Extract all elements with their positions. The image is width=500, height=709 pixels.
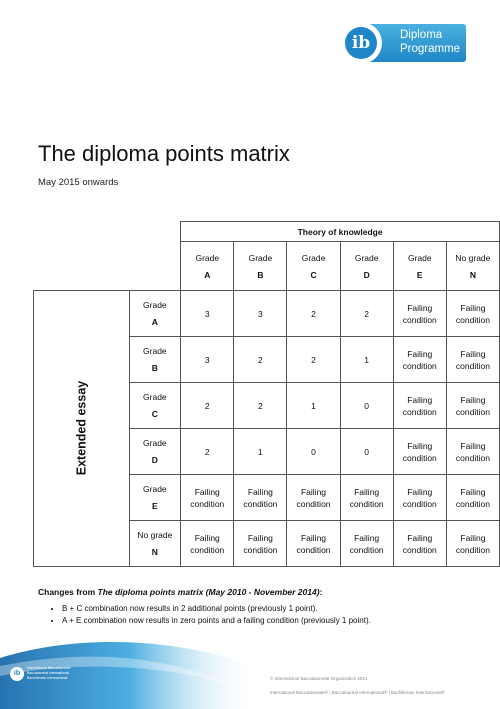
ee-grade-header: [129, 337, 181, 383]
tok-grade-header: [287, 242, 340, 291]
cell-text: Failing: [407, 486, 433, 497]
matrix-cell: [340, 521, 393, 567]
cell-text: 2: [311, 354, 316, 365]
cell-text: Failing: [354, 486, 380, 497]
grade-letter: E: [416, 269, 423, 280]
grade-letter: A: [204, 269, 211, 280]
cell-text: 2: [364, 308, 369, 319]
cell-text: 1: [258, 446, 263, 457]
footer-logo-line: International Baccalaureate: [27, 666, 71, 670]
matrix-cell: [287, 291, 340, 337]
matrix-cell: [340, 291, 393, 337]
cell-text: condition: [402, 360, 437, 371]
matrix-cell: [234, 521, 287, 567]
matrix-cell: [181, 429, 234, 475]
cell-text: 2: [204, 400, 210, 411]
grade-letter: D: [363, 269, 370, 280]
matrix-cell: [393, 383, 446, 429]
cell-text: condition: [349, 544, 384, 555]
blank-cell: [129, 242, 181, 291]
tok-grade-header: [181, 242, 234, 291]
tok-grade-header: [234, 242, 287, 291]
cell-text: Failing: [354, 532, 380, 543]
grade-label: No grade: [455, 252, 491, 263]
cell-text: Failing: [460, 394, 486, 405]
cell-text: condition: [190, 498, 225, 509]
matrix-cell: [340, 429, 393, 475]
matrix-cell: [287, 521, 340, 567]
matrix-cell: [393, 337, 446, 383]
footer-org-names: International Baccalaureate® | Baccalauréat International® | Bachillerato Internacional®: [270, 690, 445, 695]
cell-text: 1: [364, 354, 369, 365]
table-row: [34, 291, 500, 337]
matrix-cell: [393, 429, 446, 475]
grade-label: Grade: [354, 252, 379, 263]
footer-wave-graphic: [0, 628, 500, 709]
cell-text: 0: [311, 446, 316, 457]
points-matrix-table: [33, 221, 500, 567]
cell-text: 0: [364, 446, 369, 457]
cell-text: condition: [349, 498, 384, 509]
matrix-cell: [340, 337, 393, 383]
cell-text: 0: [364, 400, 369, 411]
cell-text: Failing: [460, 440, 486, 451]
tok-grade-header: [340, 242, 393, 291]
grade-label: No grade: [137, 530, 173, 540]
cell-text: Failing: [247, 486, 273, 497]
matrix-cell: [287, 383, 340, 429]
cell-text: condition: [243, 544, 278, 555]
ib-diploma-logo: [340, 22, 468, 70]
matrix-cell: [287, 475, 340, 521]
cell-text: condition: [402, 314, 437, 325]
cell-text: condition: [243, 498, 278, 509]
tok-header: Theory of knowledge: [181, 222, 500, 242]
cell-text: Failing: [407, 532, 433, 543]
matrix-cell: [234, 291, 287, 337]
grade-label: Grade: [143, 438, 167, 448]
matrix-cell: [234, 383, 287, 429]
cell-text: Failing: [300, 486, 327, 497]
cell-text: condition: [455, 498, 490, 509]
cell-text: condition: [402, 406, 437, 417]
matrix-cell: [446, 475, 499, 521]
cell-text: Failing: [407, 348, 433, 359]
grade-label: Grade: [301, 252, 326, 263]
cell-text: Failing: [247, 532, 273, 543]
grade-letter: B: [257, 269, 264, 280]
footer-logo-line: Baccalauréat International: [27, 671, 69, 675]
cell-text: Failing: [407, 394, 433, 405]
changes-item: • A + E combination now results in zero points and a failing condition (previously 1 point).: [62, 615, 371, 627]
logo-text: [400, 28, 460, 56]
ee-grade-header: [129, 521, 181, 567]
footer-logo-text: [27, 666, 71, 681]
cell-text: 1: [311, 400, 316, 411]
grade-letter: C: [310, 269, 317, 280]
grade-letter: N: [469, 269, 476, 280]
grade-letter: D: [151, 455, 158, 465]
cell-text: Failing: [300, 532, 327, 543]
matrix-cell: [181, 337, 234, 383]
grade-letter: A: [151, 317, 158, 327]
matrix-cell: [393, 521, 446, 567]
footer-ib-logo-icon: ib: [10, 667, 24, 681]
grade-letter: E: [152, 501, 158, 511]
matrix-cell: [393, 475, 446, 521]
cell-text: 3: [204, 308, 210, 319]
matrix-cell: [446, 291, 499, 337]
cell-text: condition: [190, 544, 225, 555]
matrix-cell: [446, 521, 499, 567]
cell-text: condition: [402, 544, 437, 555]
changes-prefix: Changes from: [38, 587, 98, 597]
cell-text: Failing: [194, 486, 220, 497]
matrix-cell: [446, 383, 499, 429]
logo-line-1: Diploma: [400, 29, 443, 41]
grade-label: Grade: [248, 252, 273, 263]
cell-text: condition: [455, 406, 490, 417]
changes-list: [38, 603, 371, 627]
cell-text: 2: [311, 308, 316, 319]
grade-label: Grade: [195, 252, 220, 263]
matrix-cell: [340, 383, 393, 429]
cell-text: Failing: [194, 532, 220, 543]
grade-label: Grade: [143, 300, 167, 310]
grade-letter: B: [151, 363, 158, 373]
footer-logo-line: Bachillerato Internacional: [27, 676, 68, 680]
matrix-cell: [287, 337, 340, 383]
ee-grade-header: [129, 383, 181, 429]
footer-copyright: © International Baccalaureate Organization 2014: [270, 676, 368, 681]
matrix-cell: [181, 521, 234, 567]
matrix-cell: [446, 429, 499, 475]
grade-letter: C: [151, 409, 158, 419]
cell-text: Failing: [460, 348, 486, 359]
cell-text: 3: [258, 308, 263, 319]
grade-label: Grade: [407, 252, 432, 263]
cell-text: Failing: [460, 302, 486, 313]
blank-cell: [34, 242, 130, 291]
ee-grade-header: [129, 429, 181, 475]
grade-label: Grade: [143, 346, 167, 356]
matrix-cell: [234, 337, 287, 383]
cell-text: condition: [455, 314, 490, 325]
matrix-cell: [181, 291, 234, 337]
matrix-cell: [181, 383, 234, 429]
matrix-cell: [234, 475, 287, 521]
ee-header: [34, 291, 130, 567]
matrix-cell: [181, 475, 234, 521]
blank-cell: [129, 222, 181, 242]
cell-text: condition: [455, 544, 490, 555]
cell-text: condition: [296, 544, 331, 555]
cell-text: 3: [204, 354, 210, 365]
changes-reference: The diploma points matrix (May 2010 - November 2014): [97, 587, 320, 597]
ee-header-label: Extended essay: [74, 380, 89, 476]
grade-label: Grade: [143, 392, 167, 402]
cell-text: 2: [258, 400, 263, 411]
grade-letter: N: [151, 547, 158, 557]
cell-text: Failing: [460, 486, 486, 497]
cell-text: condition: [455, 360, 490, 371]
ee-grade-header: [129, 291, 181, 337]
logo-circle: [340, 22, 382, 64]
changes-suffix: :: [319, 587, 323, 597]
cell-text: 2: [204, 446, 210, 457]
tok-grade-header: [393, 242, 446, 291]
ee-grade-header: [129, 475, 181, 521]
cell-text: Failing: [407, 302, 433, 313]
tok-grade-header: [446, 242, 499, 291]
cell-text: condition: [455, 452, 490, 463]
cell-text: Failing: [460, 532, 486, 543]
cell-text: 2: [258, 354, 263, 365]
cell-text: condition: [402, 498, 437, 509]
matrix-cell: [393, 291, 446, 337]
changes-item: • B + C combination now results in 2 additional points (previously 1 point).: [62, 603, 371, 615]
page-subtitle: May 2015 onwards: [38, 177, 119, 188]
matrix-cell: [340, 475, 393, 521]
cell-text: condition: [296, 498, 331, 509]
matrix-cell: [234, 429, 287, 475]
blank-cell: [34, 222, 130, 242]
grade-label: Grade: [143, 484, 167, 494]
changes-heading: [38, 587, 322, 597]
page-title: The diploma points matrix: [38, 141, 290, 166]
cell-text: condition: [402, 452, 437, 463]
cell-text: Failing: [407, 440, 433, 451]
matrix-cell: [287, 429, 340, 475]
matrix-cell: [446, 337, 499, 383]
logo-line-2: Programme: [400, 43, 461, 55]
ib-logo-icon: ib: [345, 27, 377, 59]
